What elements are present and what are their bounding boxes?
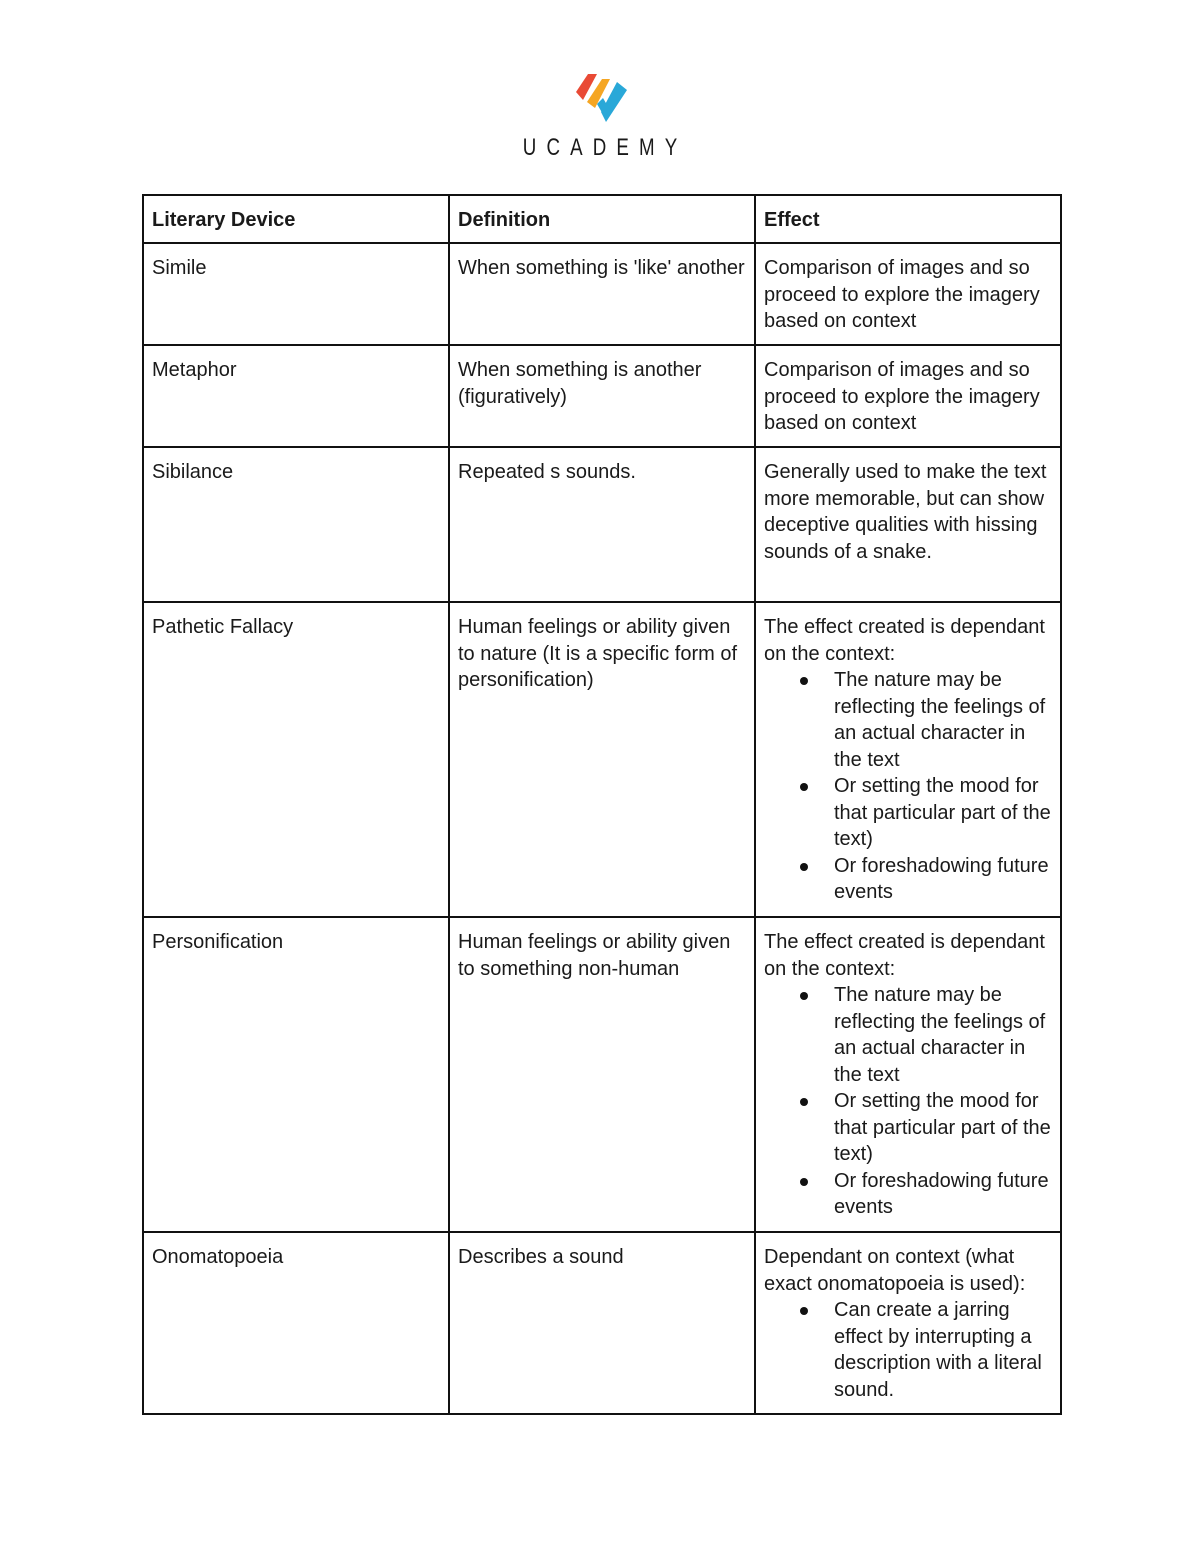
ucademy-logo xyxy=(0,70,1200,162)
table-row xyxy=(143,447,1061,602)
device-cell: Pathetic Fallacy xyxy=(143,602,449,917)
effect-intro: The effect created is dependant on the context: xyxy=(764,616,1045,665)
table-row xyxy=(143,243,1061,345)
effect-cell xyxy=(755,917,1061,1232)
table-header-row xyxy=(143,195,1061,243)
header-literary-device: Literary Device xyxy=(143,195,449,243)
effect-bullet: The nature may be reflecting the feelings of an actual character in the text xyxy=(834,982,1052,1088)
effect-cell: Generally used to make the text more memorable, but can show deceptive qualities with hissing sounds of a snake. xyxy=(755,447,1061,602)
effect-intro: The effect created is dependant on the context: xyxy=(764,931,1045,980)
device-cell: Sibilance xyxy=(143,447,449,602)
definition-cell: When something is 'like' another xyxy=(449,243,755,345)
literary-devices-table xyxy=(142,194,1062,1415)
table-row xyxy=(143,602,1061,917)
definition-cell: When something is another (figuratively) xyxy=(449,345,755,447)
effect-cell xyxy=(755,1232,1061,1414)
header-definition: Definition xyxy=(449,195,755,243)
effect-bullet-list xyxy=(764,667,1052,906)
effect-intro: Dependant on context (what exact onomatopoeia is used): xyxy=(764,1246,1026,1295)
table-row xyxy=(143,917,1061,1232)
ucademy-logo-mark-icon xyxy=(570,70,630,126)
table-row xyxy=(143,1232,1061,1414)
effect-bullet-list xyxy=(764,982,1052,1221)
definition-cell: Human feelings or ability given to something non-human xyxy=(449,917,755,1232)
effect-bullet: Or foreshadowing future events xyxy=(834,1168,1052,1221)
effect-bullet: The nature may be reflecting the feelings of an actual character in the text xyxy=(834,667,1052,773)
effect-bullet: Or foreshadowing future events xyxy=(834,853,1052,906)
device-cell: Simile xyxy=(143,243,449,345)
effect-bullet: Or setting the mood for that particular part of the text) xyxy=(834,1088,1052,1168)
effect-cell xyxy=(755,602,1061,917)
definition-cell: Repeated s sounds. xyxy=(449,447,755,602)
effect-bullet-list xyxy=(764,1297,1052,1403)
header-effect: Effect xyxy=(755,195,1061,243)
brand-name: UCADEMY xyxy=(522,134,688,161)
effect-cell: Comparison of images and so proceed to explore the imagery based on context xyxy=(755,243,1061,345)
definition-cell: Describes a sound xyxy=(449,1232,755,1414)
device-cell: Metaphor xyxy=(143,345,449,447)
effect-bullet: Can create a jarring effect by interrupting a description with a literal sound. xyxy=(834,1297,1052,1403)
device-cell: Personification xyxy=(143,917,449,1232)
table-row xyxy=(143,345,1061,447)
device-cell: Onomatopoeia xyxy=(143,1232,449,1414)
effect-bullet: Or setting the mood for that particular part of the text) xyxy=(834,773,1052,853)
definition-cell: Human feelings or ability given to nature (It is a specific form of personification) xyxy=(449,602,755,917)
effect-cell: Comparison of images and so proceed to explore the imagery based on context xyxy=(755,345,1061,447)
